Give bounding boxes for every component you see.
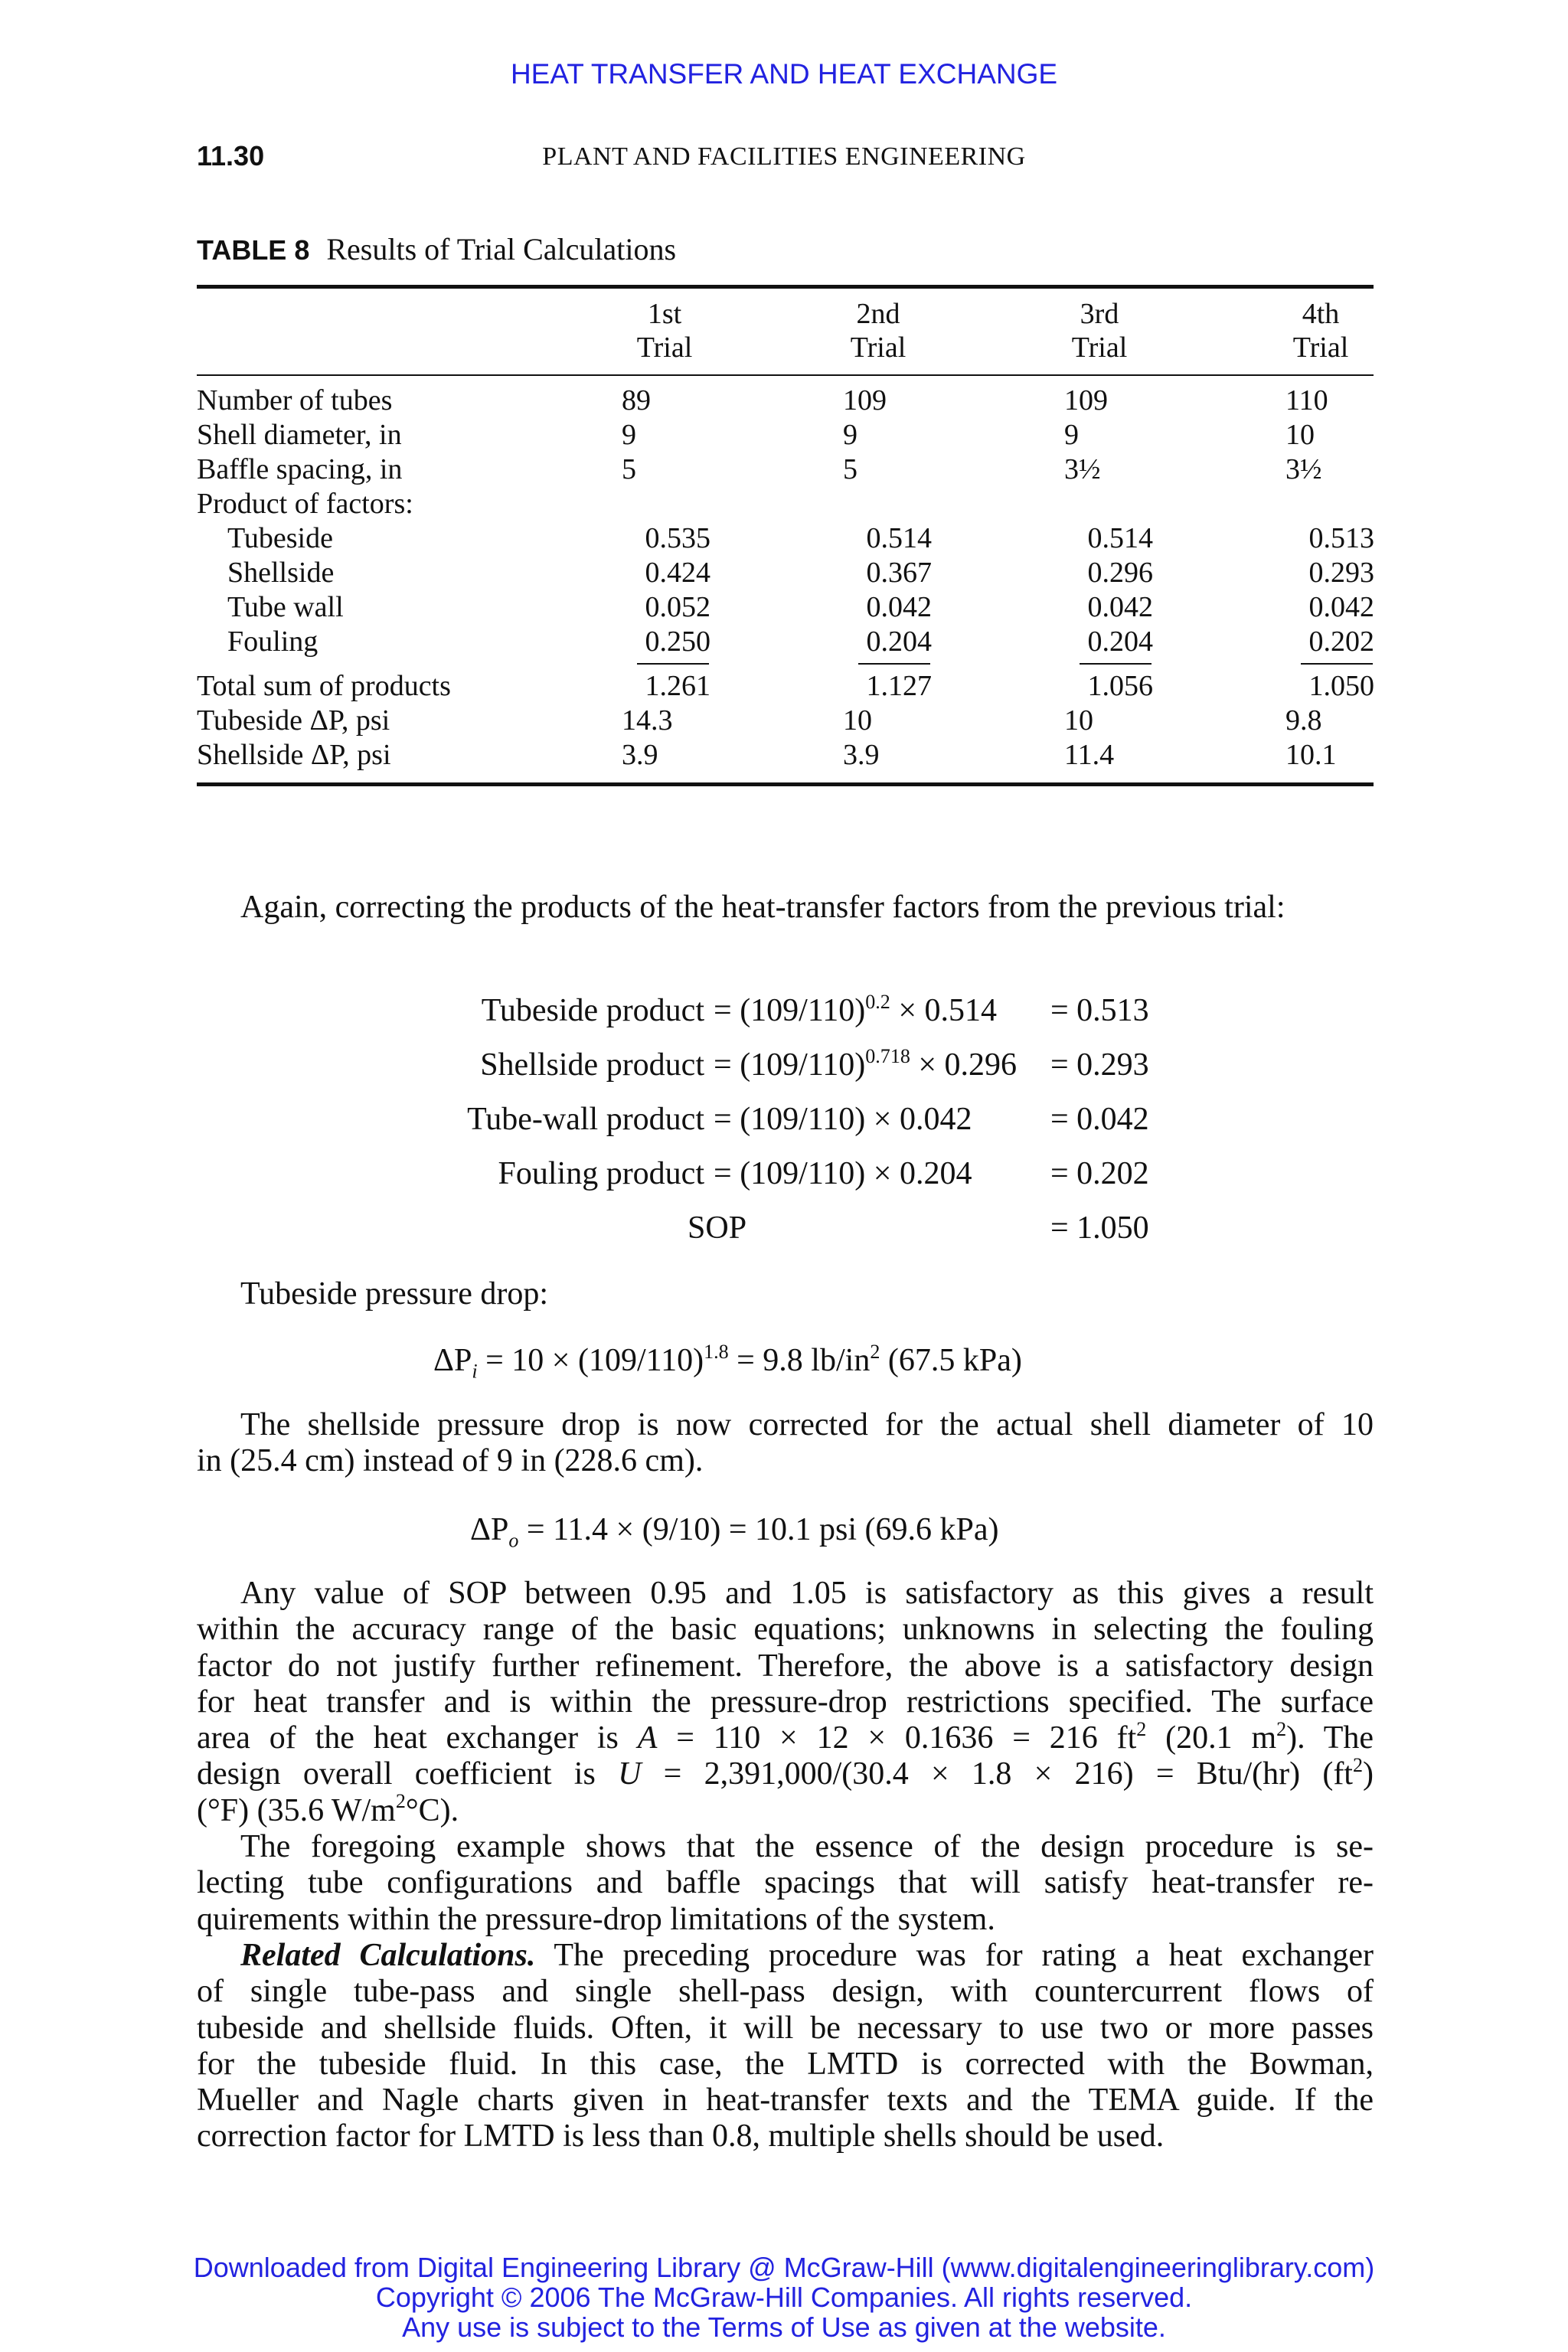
copyright-footer xyxy=(0,2252,1568,2342)
table-cell: 0.293 xyxy=(1308,557,1374,589)
table-cell: 3.9 xyxy=(622,739,658,771)
table-cell: 0.042 xyxy=(1087,591,1153,623)
table-cell: 0.250 xyxy=(645,626,710,658)
table-cell: 0.052 xyxy=(645,591,710,623)
paragraph-again: Again, correcting the products of the heat-transfer factors from the previous trial: xyxy=(240,890,1285,925)
col-header-3rd: 3rd Trial xyxy=(1071,298,1128,364)
table-cell: 1.127 xyxy=(866,670,932,702)
paragraph-body: Any value of SOP between 0.95 and 1.05 is satisfactory as this gives a result within the accuracy range of the basic equations; unknowns in selecting the fouling factor do not justify further refinement. Therefore, the above is a satisfactory design for heat transfer and is within the pressure-drop restrictions specified. The surface area of the heat exchanger is A = 110 × 12 × 0.1636 = 216 $ft^2$ (20.1 $m^2$). The design overall coefficient is U = 2,391,000/(30.4 × 1.8 × 216) = Btu/(hr) $(ft^2)$ (°F) (35.6 $W/m^2^\circ C$). The foregoing example shows that the essence of the design procedure is se- lecting tube configurations and baffle spacings that will satisfy heat-transfer re- quirements within the pressure-drop limitations of the system. Related Calculations. The preceding procedure was for rating a heat exchanger of single tube-pass and single shell-pass design, with countercurrent flows of tubeside and shellside fluids. Often, it will be necessary to use two or more passes for the tubeside fluid. In this case, the LMTD is corrected with the Bowman, Mueller and Nagle charts given in heat-transfer texts and the TEMA guide. If the correction factor for LMTD is less than 0.8, multiple shells should be used. xyxy=(197,1576,1374,2154)
table-label: TABLE 8 xyxy=(197,234,310,266)
col-header-2nd: 2nd Trial xyxy=(850,298,906,364)
table-cell: 110 xyxy=(1285,384,1328,416)
table-cell: 0.204 xyxy=(866,626,932,658)
table-cell: 5 xyxy=(622,453,636,485)
book-title: PLANT AND FACILITIES ENGINEERING xyxy=(542,142,1026,171)
col-header-1st: 1st Trial xyxy=(636,298,693,364)
area-line: area of the heat exchanger is A = 110 × 12 × 0.1636 = 216 $ft^2$ (20.1 $m^2$). The xyxy=(197,1717,1374,1756)
table-cell: 3½ xyxy=(1064,453,1101,485)
table-caption xyxy=(197,231,676,267)
table-cell: 0.367 xyxy=(866,557,932,589)
table-cell: 1.050 xyxy=(1308,670,1374,702)
table-caption-text: Results of Trial Calculations xyxy=(326,232,677,266)
table-cell: 3.9 xyxy=(843,739,880,771)
table-cell: 10 xyxy=(843,704,872,737)
table-cell: 0.202 xyxy=(1308,626,1374,658)
related-heading: Related Calculations. xyxy=(240,1937,536,1973)
row-label: Total sum of products xyxy=(197,670,451,702)
eq-rhs: = 0.513 xyxy=(1050,993,1149,1028)
table-cell: 0.296 xyxy=(1087,557,1153,589)
table-cell: 9 xyxy=(1064,419,1079,451)
eq-delta-p-i: $\Delta P_i = 10 \times (109/110)^{1.8} = 9.8$ $lb/in^2$ (67.5 kPa) xyxy=(433,1340,1022,1383)
row-label: Shell diameter, in xyxy=(197,419,402,451)
table-cell: 10.1 xyxy=(1285,739,1337,771)
eq-lhs: Fouling product xyxy=(498,1156,704,1191)
sop-value: = 1.050 xyxy=(1050,1210,1149,1246)
table-bottom-rule xyxy=(197,782,1374,786)
sum-underline xyxy=(637,663,709,665)
table-cell: 0.204 xyxy=(1087,626,1153,658)
footer-copyright: Copyright © 2006 The McGraw-Hill Companies. All rights reserved. xyxy=(375,2282,1193,2313)
table-cell: 5 xyxy=(843,453,858,485)
table-cell: 10 xyxy=(1064,704,1093,737)
table-cell: 9 xyxy=(622,419,636,451)
eq-mid: = (109/110) × 0.204 xyxy=(714,1156,972,1191)
row-label: Tubeside ΔP, psi xyxy=(197,704,390,737)
table-cell: 9 xyxy=(843,419,858,451)
tubeside-heading: Tubeside pressure drop: xyxy=(240,1276,549,1312)
table-cell: 0.042 xyxy=(1308,591,1374,623)
table-cell: 11.4 xyxy=(1064,739,1115,771)
table-cell: 14.3 xyxy=(622,704,673,737)
page-number: 11.30 xyxy=(197,140,265,172)
table-top-rule xyxy=(197,285,1374,289)
table-cell: 1.056 xyxy=(1087,670,1153,702)
eq-delta-p-o: $\Delta P_o = 11.4 \times (9/10) = 10.1$ psi (69.6 kPa) xyxy=(470,1512,999,1552)
row-label: Tubeside xyxy=(227,522,333,554)
table-cell: 109 xyxy=(1064,384,1108,416)
sum-underline xyxy=(858,663,930,665)
related-first-line: Related Calculations. The preceding procedure was for rating a heat exchanger xyxy=(240,1937,1374,1973)
table-cell: 89 xyxy=(622,384,651,416)
row-label: Baffle spacing, in xyxy=(197,453,403,485)
eq-rhs: = 0.202 xyxy=(1050,1156,1149,1191)
row-label: Shellside xyxy=(227,557,335,589)
eq-rhs: = 0.293 xyxy=(1050,1047,1149,1083)
row-label: Shellside ΔP, psi xyxy=(197,739,391,771)
eq-mid: = $(109/110)^{0.2} \times 0.514$ xyxy=(714,990,998,1028)
eq-lhs: Tubeside product xyxy=(481,993,704,1028)
unit-line: (°F) (35.6 $W/m^2^\circ C$). xyxy=(197,1790,459,1828)
sop-label: SOP xyxy=(688,1210,747,1246)
row-label: Product of factors: xyxy=(197,488,413,520)
sum-underline xyxy=(1301,663,1373,665)
row-label: Fouling xyxy=(227,626,318,658)
table-cell: 0.535 xyxy=(645,522,710,554)
footer-terms: Any use is subject to the Terms of Use as given at the website. xyxy=(402,2311,1166,2343)
col-header-4th: 4th Trial xyxy=(1292,298,1349,364)
coefficient-line: design overall coefficient is U = 2,391,000/(30.4 × 1.8 × 216) = Btu/(hr) $(ft^2)$ xyxy=(197,1754,1374,1792)
eq-lhs: Shellside product xyxy=(480,1047,704,1083)
row-label: Number of tubes xyxy=(197,384,393,416)
running-head: HEAT TRANSFER AND HEAT EXCHANGE xyxy=(510,58,1058,90)
footer-download-link[interactable]: Downloaded from Digital Engineering Library @ McGraw-Hill (www.digitalengineeringlibrary.com) xyxy=(193,2252,1375,2283)
sum-underline xyxy=(1080,663,1152,665)
table-cell: 3½ xyxy=(1285,453,1322,485)
paragraph-shellside: The shellside pressure drop is now corrected for the actual shell diameter of 10 in (25.4 cm) instead of 9 in (228.6 cm). xyxy=(197,1407,1374,1479)
table-cell: 10 xyxy=(1285,419,1315,451)
row-label: Tube wall xyxy=(227,591,344,623)
table-cell: 0.042 xyxy=(866,591,932,623)
table-cell: 9.8 xyxy=(1285,704,1322,737)
eq-rhs: = 0.042 xyxy=(1050,1102,1149,1137)
table-cell: 0.513 xyxy=(1308,522,1374,554)
table-header-rule xyxy=(197,374,1374,376)
table-cell: 0.514 xyxy=(866,522,932,554)
table-cell: 0.514 xyxy=(1087,522,1153,554)
eq-mid: = (109/110) × 0.042 xyxy=(714,1102,972,1137)
eq-mid: = $(109/110)^{0.718} \times 0.296$ xyxy=(714,1044,1018,1083)
eq-lhs: Tube-wall product xyxy=(467,1102,704,1137)
table-cell: 109 xyxy=(843,384,887,416)
table-cell: 1.261 xyxy=(645,670,710,702)
table-cell: 0.424 xyxy=(645,557,710,589)
